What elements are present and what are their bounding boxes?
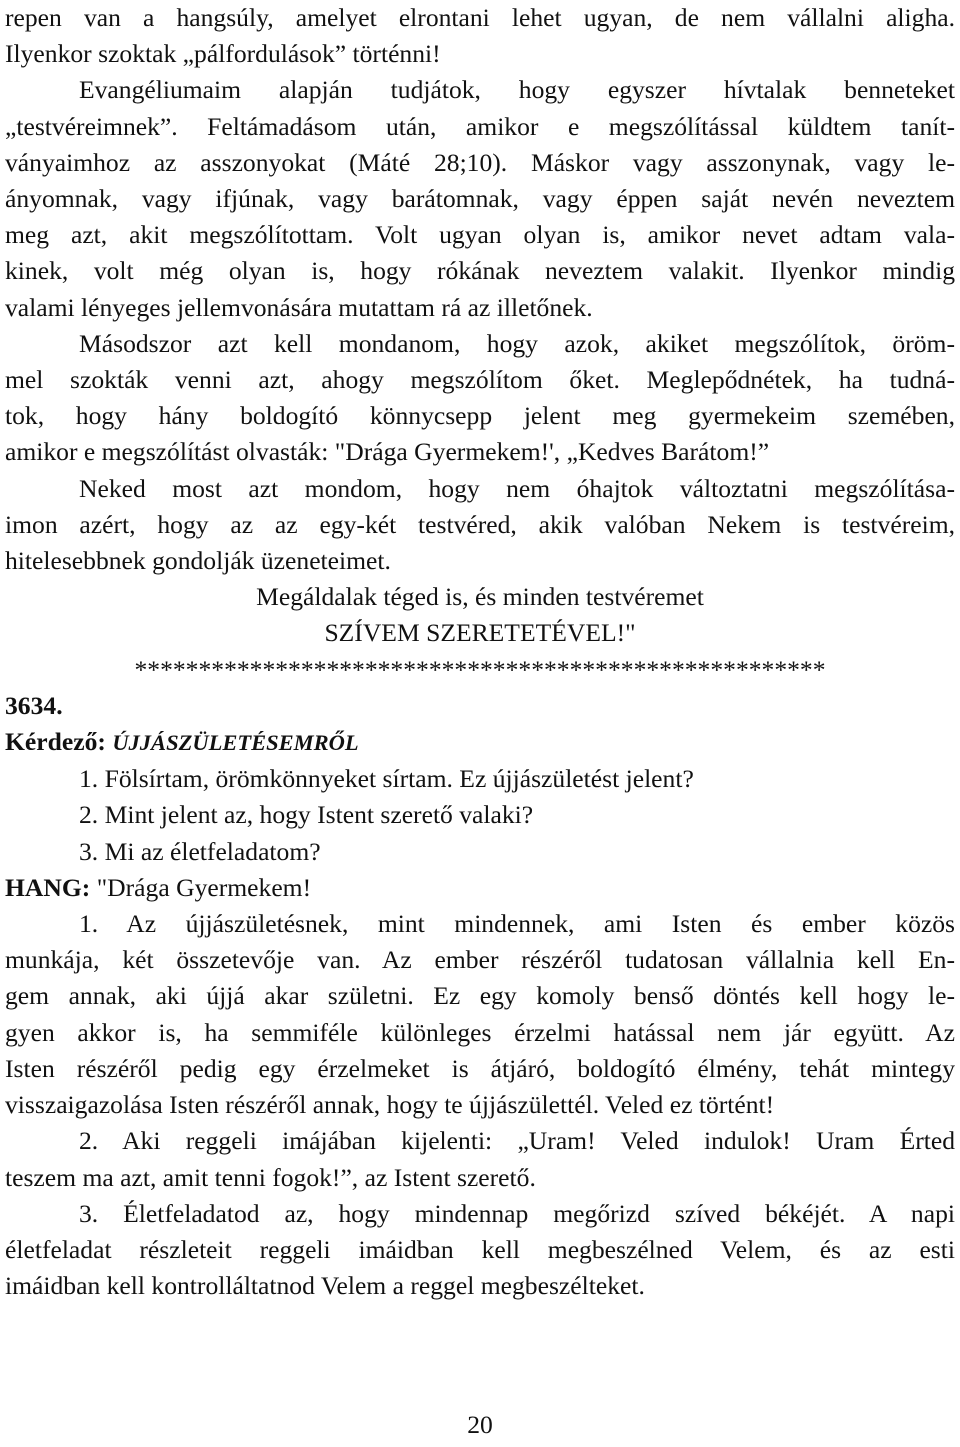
text-line: repen van a hangsúly, amelyet elrontani lehet ugyan, de nem vállalni aligha. xyxy=(5,3,955,32)
document-page xyxy=(5,0,955,1304)
text-line: ányomnak, vagy ifjúnak, vagy barátomnak, vagy éppen saját nevén neveztem xyxy=(5,184,955,214)
text-line: hitelesebbnek gondolják üzeneteimet. xyxy=(5,546,391,576)
voice-greeting: "Drága Gyermekem! xyxy=(96,872,312,902)
text-line: meg azt, akit megszólítottam. Volt ugyan olyan is, amikor nevet adtam vala- xyxy=(5,220,955,250)
text-line: imon azért, hogy az az egy-két testvéred, akik valóban Nekem is testvéreim, xyxy=(5,509,955,539)
answer-3 xyxy=(5,1196,955,1305)
question-item: 2. Mint jelent az, hogy Istent szerető valaki? xyxy=(79,800,534,830)
voice-line xyxy=(5,870,955,906)
text-line: munkája, két összetevője van. Az ember részéről tudatosan vállalnia kell En- xyxy=(5,945,955,975)
text-line: visszaigazolása Isten részéről annak, hogy te újjászülettél. Veled ez történt! xyxy=(5,1090,775,1120)
text-line: gyen akkor is, ha semmiféle különleges érzelmi hatással nem jár együtt. Az xyxy=(5,1017,955,1047)
question-item: 1. Fölsírtam, örömkönnyeket sírtam. Ez újjászületést jelent? xyxy=(79,764,694,794)
text-line: életfeladat részleteit reggeli imáidban kell megbeszélned Velem, és az esti xyxy=(5,1234,955,1264)
entry-number: 3634. xyxy=(5,690,63,720)
answer-1 xyxy=(5,906,955,1123)
text-line: kinek, volt még olyan is, hogy rókának neveztem valakit. Ilyenkor mindig xyxy=(5,256,955,286)
text-line: Isten részéről pedig egy érzelmeket is átjáró, boldogító élmény, tehát mintegy xyxy=(5,1053,955,1083)
text-line: 2. Aki reggeli imájában kijelenti: „Uram! Veled indulok! Uram Érted xyxy=(79,1126,955,1156)
answer-2 xyxy=(5,1123,955,1195)
page-number: 20 xyxy=(467,1410,493,1439)
paragraph-secondly xyxy=(5,326,955,471)
text-line: Evangéliumaim alapján tudjátok, hogy egyszer hívtalak benneteket xyxy=(79,75,955,105)
text-line: mel szokták venni azt, ahogy megszólítom őket. Meglepődnétek, ha tudná- xyxy=(5,365,955,395)
text-line: tok, hogy hány boldogító könnycsepp jelent meg gyermekeim szemében, xyxy=(5,401,955,431)
entry-topic: ÚJJÁSZÜLETÉSEMRŐL xyxy=(112,730,359,756)
text-line: 1. Az újjászületésnek, mint mindennek, ami Isten és ember közös xyxy=(79,909,955,939)
blessing xyxy=(5,579,955,651)
text-line: 3. Életfeladatod az, hogy mindennap megőrizd szíved békéjét. A napi xyxy=(79,1198,955,1228)
text-line: Neked most azt mondom, hogy nem óhajtok változtatni megszólítása- xyxy=(79,473,955,503)
separator: ****************************************************** xyxy=(134,654,826,684)
text-line: ványaimhoz az asszonyokat (Máté 28;10). Máskor vagy asszonynak, vagy le- xyxy=(5,147,955,177)
text-line: Ilyenkor szoktak „pálfordulások” történni! xyxy=(5,39,441,69)
text-line: „testvéreimnek”. Feltámadásom után, amikor e megszólítással küldtem tanít- xyxy=(5,111,955,141)
text-line: valami lényeges jellemvonására mutattam rá az illetőnek. xyxy=(5,292,593,322)
paragraph-forms-of-address xyxy=(5,72,955,325)
asker-label: Kérdező: xyxy=(5,727,106,757)
blessing-line: Megáldalak téged is, és minden testvéremet xyxy=(256,582,704,612)
blessing-line: SZÍVEM SZERETETÉVEL!" xyxy=(324,618,636,648)
paragraph-now xyxy=(5,471,955,580)
text-line: imáidban kell kontrolláltatnod Velem a reggel megbeszélteket. xyxy=(5,1271,645,1301)
question-item: 3. Mi az életfeladatom? xyxy=(79,836,321,866)
question-list xyxy=(5,761,955,870)
entry-asker xyxy=(5,724,955,761)
text-line: teszem ma azt, amit tenni fogok!”, az Istent szerető. xyxy=(5,1162,536,1192)
voice-label: HANG: xyxy=(5,872,91,902)
text-line: amikor e megszólítást olvasták: "Drága Gyermekem!', „Kedves Barátom!” xyxy=(5,437,770,467)
text-line: Másodszor azt kell mondanom, hogy azok, akiket megszólítok, öröm- xyxy=(79,328,955,358)
paragraph-continuation xyxy=(5,0,955,72)
text-line: gem annak, aki újjá akar születni. Ez egy komoly benső döntés kell hogy le- xyxy=(5,981,955,1011)
